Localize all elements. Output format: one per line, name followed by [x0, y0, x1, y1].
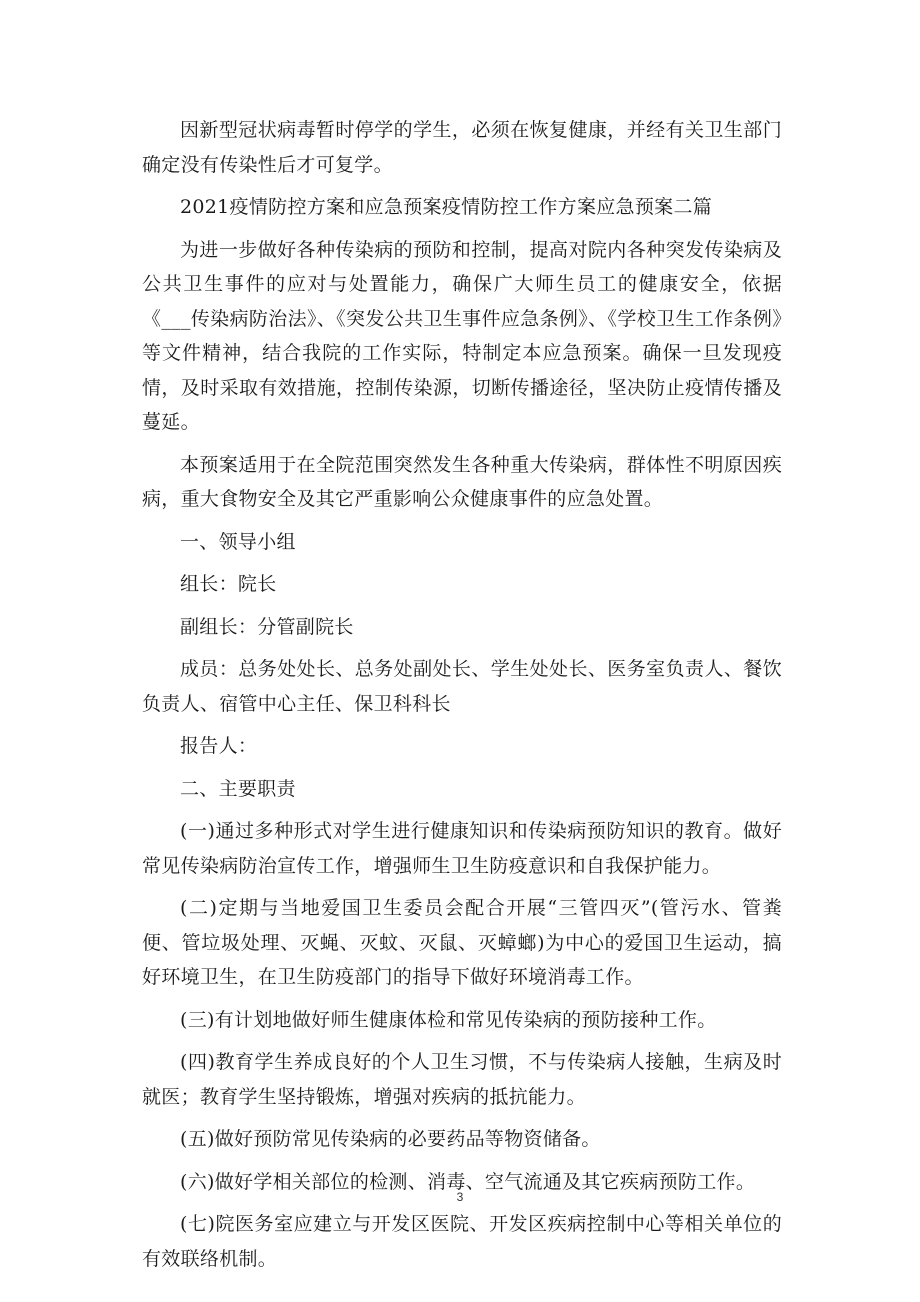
duty-item-3: (三)有计划地做好师生健康体检和常见传染病的预防接种工作。 — [180, 1008, 717, 1031]
duty-item-5: (五)做好预防常见传染病的必要药品等物资储备。 — [180, 1128, 601, 1150]
duty-item-1: (一)通过多种形式对学生进行健康知识和传染病预防知识的教育。做好常见传染病防治宣传工作，增强师生卫生防疫意识和自我保护能力。 — [142, 820, 782, 877]
item-deputy-leader: 副组长：分管副院长 — [180, 615, 354, 638]
item-reporter: 报告人： — [180, 735, 258, 757]
paragraph-purpose: 为进一步做好各种传染病的预防和控制，提高对院内各种突发传染病及公共卫生事件的应对与处置能力，确保广大师生员工的健康安全，依据《___传染病防治法》、《突发公共卫生事件应急条例》、《学校卫生工作条例》等文件精神，结合我院的工作实际，特制定本应急预案。确保一旦发现疫情，及时采取有效措施，控制传染源，切断传播途径，坚决防止疫情传播及蔓延。 — [142, 238, 782, 433]
item-group-leader: 组长：院长 — [180, 573, 277, 595]
page-number: 3 — [456, 1190, 464, 1204]
paragraph-scope: 本预案适用于在全院范围突然发生各种重大传染病，群体性不明原因疾病，重大食物安全及其它严重影响公众健康事件的应急处置。 — [142, 453, 782, 510]
duty-item-4: (四)教育学生养成良好的个人卫生习惯，不与传染病人接触，生病及时就医；教育学生坚持锻炼，增强对疾病的抵抗能力。 — [142, 1051, 782, 1108]
duty-item-2: (二)定期与当地爱国卫生委员会配合开展“三管四灭”(管污水、管粪便、管垃圾处理、灭蝇、灭蚊、灭鼠、灭蟑螂)为中心的爱国卫生运动，搞好环境卫生，在卫生防疫部门的指导下做好环境消毒工作。 — [142, 897, 782, 988]
section-title-plan: 2021疫情防控方案和应急预案疫情防控工作方案应急预案二篇 — [180, 196, 713, 218]
heading-main-duties: 二、主要职责 — [180, 777, 296, 800]
duty-item-7: (七)院医务室应建立与开发区医院、开发区疾病控制中心等相关单位的有效联络机制。 — [142, 1213, 782, 1270]
paragraph-resume-school: 因新型冠状病毒暂时停学的学生，必须在恢复健康，并经有关卫生部门确定没有传染性后才可复学。 — [142, 119, 782, 176]
item-members: 成员：总务处处长、总务处副处长、学生处处长、医务室负责人、餐饮负责人、宿管中心主任、保卫科科长 — [142, 658, 782, 715]
document-body — [142, 113, 782, 1284]
heading-leadership-group: 一、领导小组 — [180, 530, 296, 553]
duty-item-6: (六)做好学相关部位的检测、消毒、空气流通及其它疾病预防工作。 — [180, 1170, 756, 1193]
